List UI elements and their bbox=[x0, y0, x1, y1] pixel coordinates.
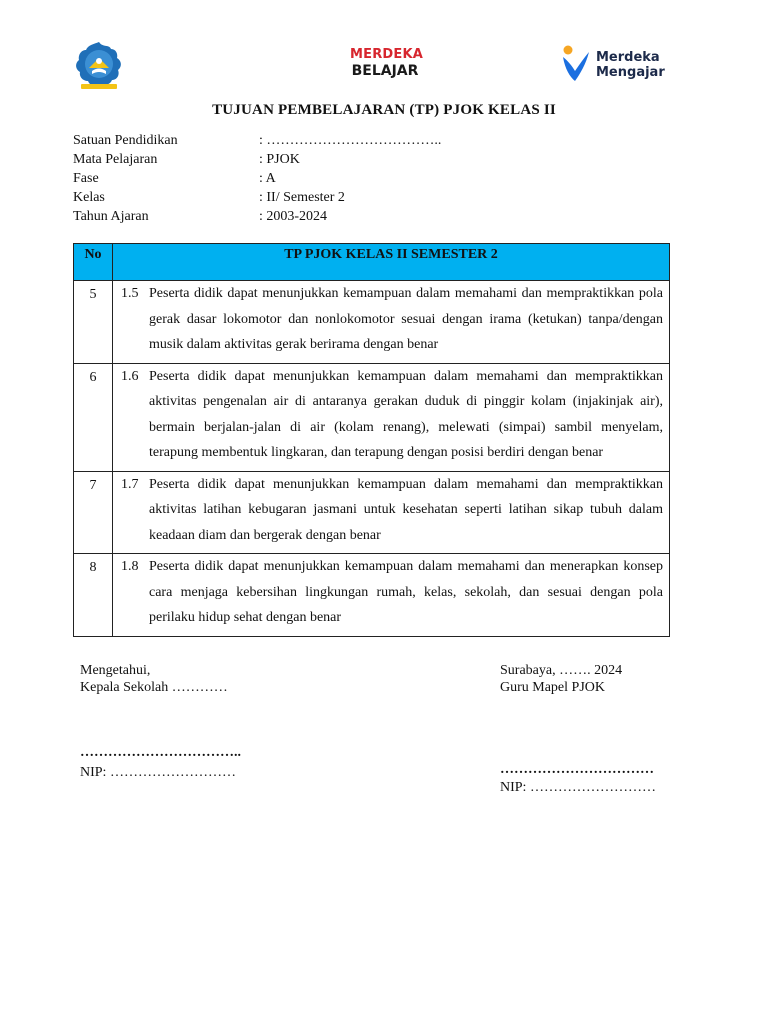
info-row-mata-pelajaran bbox=[73, 150, 673, 169]
signature-left-line1: Mengetahui, bbox=[80, 663, 151, 678]
signature-right bbox=[500, 662, 622, 696]
signature-left-line2: Kepala Sekolah ………… bbox=[80, 680, 228, 695]
merdeka-mengajar-line1: Merdeka bbox=[596, 50, 660, 65]
row-content bbox=[113, 471, 670, 554]
row-number: 7 bbox=[74, 471, 113, 554]
item-text: Peserta didik dapat menunjukkan kemampuan dalam memahami dan mempraktikkan aktivitas latihan kebugaran jasmani untuk kesehatan seperti latihan sikap tubuh dalam keadaan diam dan bergerak dengan benar bbox=[149, 476, 663, 543]
table-row bbox=[74, 471, 670, 554]
signature-left bbox=[80, 662, 228, 696]
table-row bbox=[74, 363, 670, 471]
header-no: No bbox=[74, 244, 113, 281]
table-header-row bbox=[74, 244, 670, 281]
item-code: 1.6 bbox=[121, 368, 139, 384]
table-row bbox=[74, 281, 670, 364]
info-label: Mata Pelajaran bbox=[73, 152, 158, 167]
signature-right-line1: Surabaya, ……. 2024 bbox=[500, 663, 623, 678]
table-row bbox=[74, 554, 670, 637]
item-text: Peserta didik dapat menunjukkan kemampuan dalam memahami dan menerapkan konsep cara menjaga kebersihan lingkungan rumah, kelas, sekolah, dan sesuai dengan pola perilaku hidup sehat dengan benar bbox=[149, 559, 663, 625]
info-label: Kelas bbox=[73, 190, 105, 205]
document-title: TUJUAN PEMBELAJARAN (TP) PJOK KELAS II bbox=[212, 102, 556, 118]
row-number: 8 bbox=[74, 554, 113, 637]
item-code: 1.5 bbox=[121, 286, 139, 301]
info-label: Fase bbox=[73, 171, 99, 186]
tp-table bbox=[73, 243, 670, 637]
info-row-kelas bbox=[73, 188, 673, 207]
row-content bbox=[113, 554, 670, 637]
info-row-tahun-ajaran bbox=[73, 207, 673, 226]
tut-wuri-handayani-logo bbox=[72, 40, 126, 92]
merdeka-belajar-line2: BELAJAR bbox=[351, 63, 419, 79]
header-content: TP PJOK KELAS II SEMESTER 2 bbox=[113, 244, 670, 281]
merdeka-belajar-logo bbox=[350, 47, 424, 82]
item-text: Peserta didik dapat menunjukkan kemampuan dalam memahami dan mempraktikkan pola gerak dasar lokomotor dan nonlokomotor sesuai dengan irama (ketukan) tanpa/dengan musik dalam aktivitas gerak berirama dengan benar bbox=[149, 286, 663, 352]
signature-left-nip: NIP: ……………………… bbox=[80, 765, 236, 780]
info-block bbox=[73, 131, 673, 226]
info-value: : ……………………………….. bbox=[259, 133, 442, 148]
item-code: 1.7 bbox=[121, 476, 139, 492]
signature-right-line2: Guru Mapel PJOK bbox=[500, 680, 605, 695]
info-value: : 2003-2024 bbox=[259, 209, 328, 224]
row-number: 6 bbox=[74, 363, 113, 471]
info-value: : A bbox=[259, 171, 276, 186]
info-label: Tahun Ajaran bbox=[73, 209, 149, 224]
info-row-satuan-pendidikan bbox=[73, 131, 673, 150]
info-label: Satuan Pendidikan bbox=[73, 133, 178, 148]
signature-left-dotted-line: …………………………….. bbox=[80, 745, 241, 760]
merdeka-mengajar-logo bbox=[560, 44, 680, 86]
merdeka-mengajar-line2: Mengajar bbox=[596, 65, 665, 80]
signature-right-dotted-line: …………………………… bbox=[500, 762, 654, 777]
info-row-fase bbox=[73, 169, 673, 188]
item-text: Peserta didik dapat menunjukkan kemampuan dalam memahami dan mempraktikkan aktivitas pengenalan air di antaranya gerakan duduk di pinggir kolam (injakinjak air), bermain berjalan-jalan di air (kolam renang), melewati (simpai) sambil menyelam, terapung membentuk lingkaran, dan terapung dengan posisi berdiri dengan benar bbox=[149, 368, 663, 460]
row-number: 5 bbox=[74, 281, 113, 364]
row-content bbox=[113, 281, 670, 364]
info-value: : PJOK bbox=[259, 152, 300, 167]
merdeka-mengajar-icon bbox=[560, 44, 592, 84]
signature-right-nip: NIP: ……………………… bbox=[500, 780, 656, 795]
tut-wuri-handayani-icon bbox=[72, 40, 126, 92]
item-code: 1.8 bbox=[121, 559, 139, 574]
merdeka-belajar-line1: MERDEKA bbox=[350, 47, 424, 62]
row-content bbox=[113, 363, 670, 471]
info-value: : II/ Semester 2 bbox=[259, 190, 345, 205]
